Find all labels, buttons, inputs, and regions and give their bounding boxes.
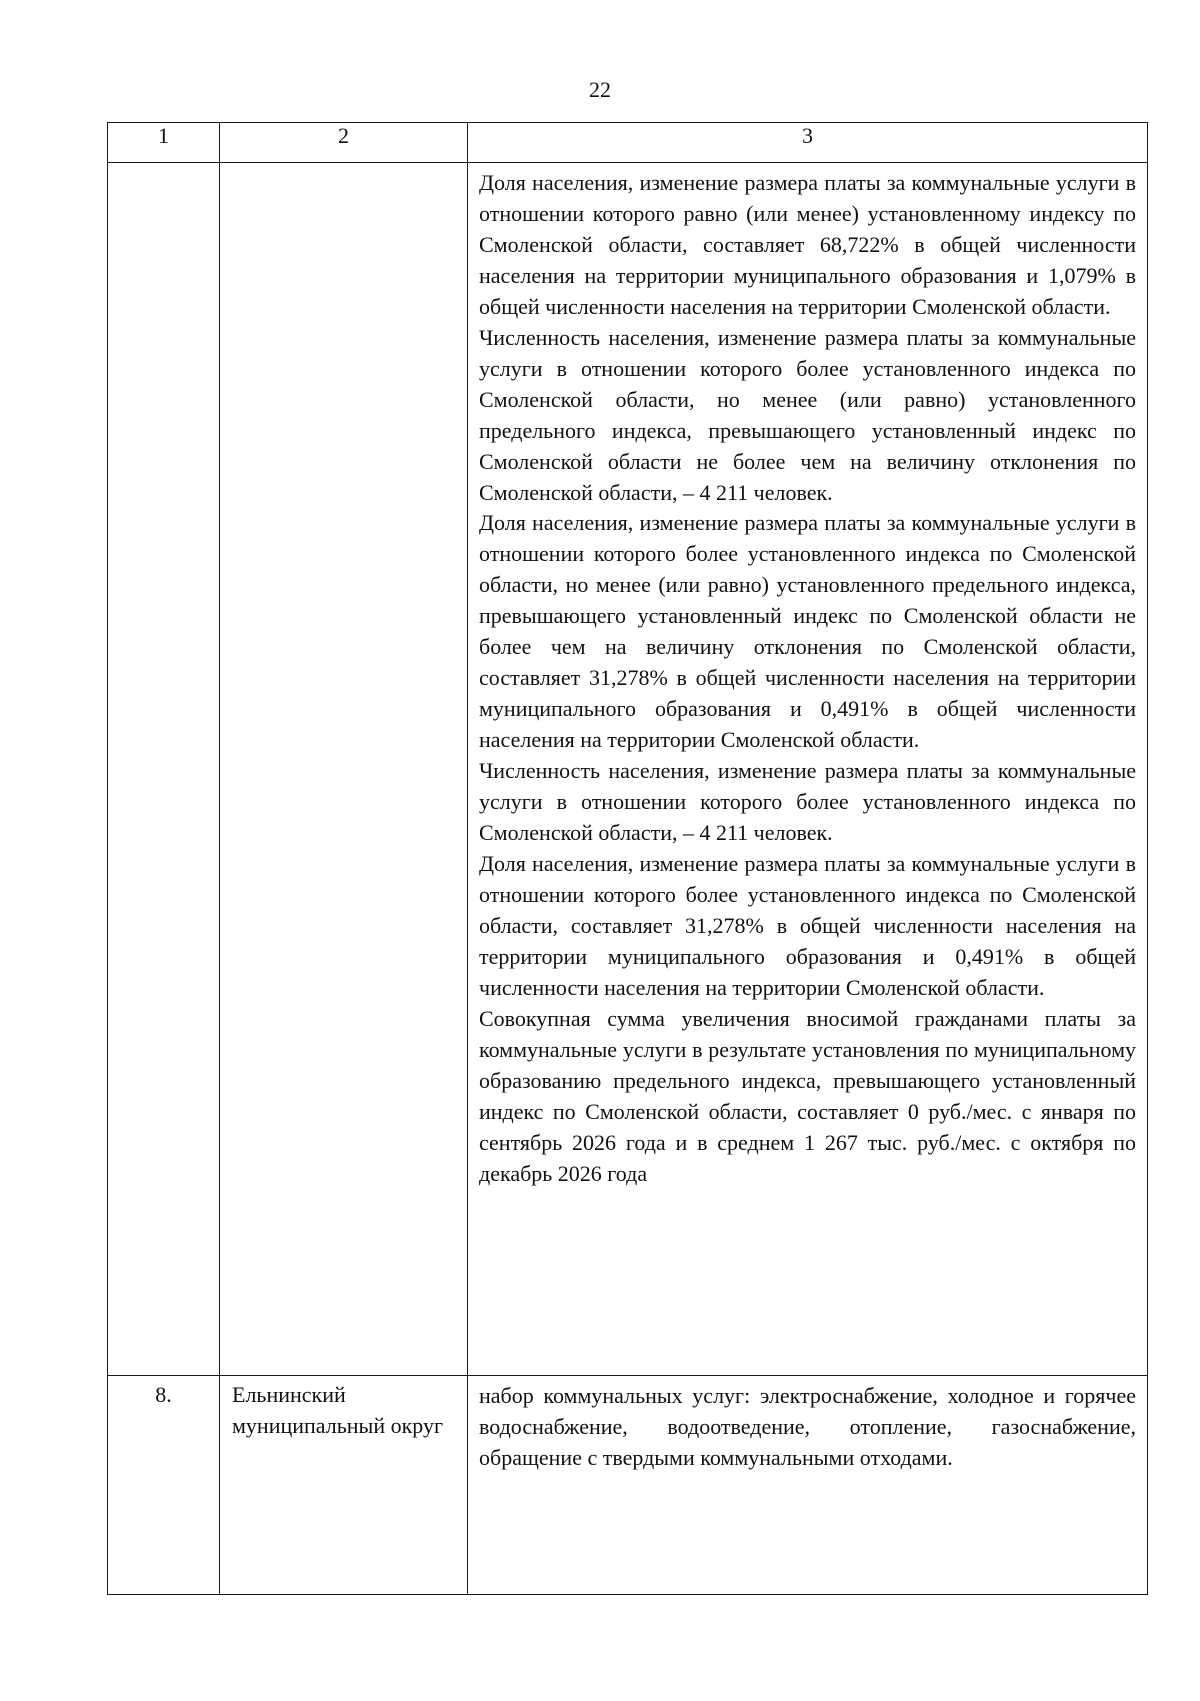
row-number-cell: [108, 163, 220, 1376]
paragraph-population-within-limit: Численность населения, изменение размера платы за коммунальные услуги в отношении которого более установленного индекса по Смоленской области, но менее (или равно) установленного предельного индекса, превышающего установленный индекс по Смоленской области не более чем на величину отклонения по Смоленской области, – 4 211 человек.: [479, 324, 1136, 505]
table-row: [108, 163, 1148, 1376]
table-header-row: [108, 123, 1148, 163]
paragraph-utilities-set: набор коммунальных услуг: электроснабжение, холодное и горячее водоснабжение, водоотведение, отопление, газоснабжение, обращение с твердыми коммунальными отходами.: [479, 1383, 1136, 1470]
paragraph-population-above-index: Численность населения, изменение размера платы за коммунальные услуги в отношении которого более установленного индекса по Смоленской области, – 4 211 человек.: [479, 758, 1136, 846]
paragraph-share-within-limit: Доля населения, изменение размера платы за коммунальные услуги в отношении которого более установленного индекса по Смоленской области, но менее (или равно) установленного предельного индекса, превышающего установленный индекс по Смоленской области не более чем на величину отклонения по Смоленской области, составляет 31,278% в общей численности населения на территории муниципального образования и 0,491% в общей численности населения на территории Смоленской области.: [479, 510, 1136, 753]
row-number-cell: 8.: [108, 1376, 220, 1595]
paragraph-total-increase: Совокупная сумма увеличения вносимой гражданами платы за коммунальные услуги в результате установления по муниципальному образованию предельного индекса, превышающего установленный индекс по Смоленской области, составляет 0 руб./мес. с января по сентябрь 2026 года и в среднем 1 267 тыс. руб./мес. с октября по декабрь 2026 года: [479, 1005, 1136, 1186]
description-cell: [468, 1376, 1148, 1595]
paragraph-share-above-index: Доля населения, изменение размера платы за коммунальные услуги в отношении которого более установленного индекса по Смоленской области, составляет 31,278% в общей численности населения на территории муниципального образования и 0,491% в общей численности населения на территории Смоленской области.: [479, 850, 1136, 1000]
page-number: 22: [589, 77, 611, 102]
column-header-2: 2: [220, 123, 468, 163]
paragraph-share-at-or-below-index: Доля населения, изменение размера платы за коммунальные услуги в отношении которого равно (или менее) установленному индексу по Смоленской области, составляет 68,722% в общей численности населения на территории муниципального образования и 1,079% в общей численности населения на территории Смоленской области.: [479, 170, 1136, 319]
column-header-3: 3: [468, 123, 1148, 163]
column-header-1: 1: [108, 123, 220, 163]
table-row: [108, 1376, 1148, 1595]
description-cell: [468, 163, 1148, 1376]
document-table: [107, 122, 1148, 1595]
municipality-name-cell: Ельнинский муниципальный округ: [220, 1376, 468, 1595]
municipality-name-cell: [220, 163, 468, 1376]
